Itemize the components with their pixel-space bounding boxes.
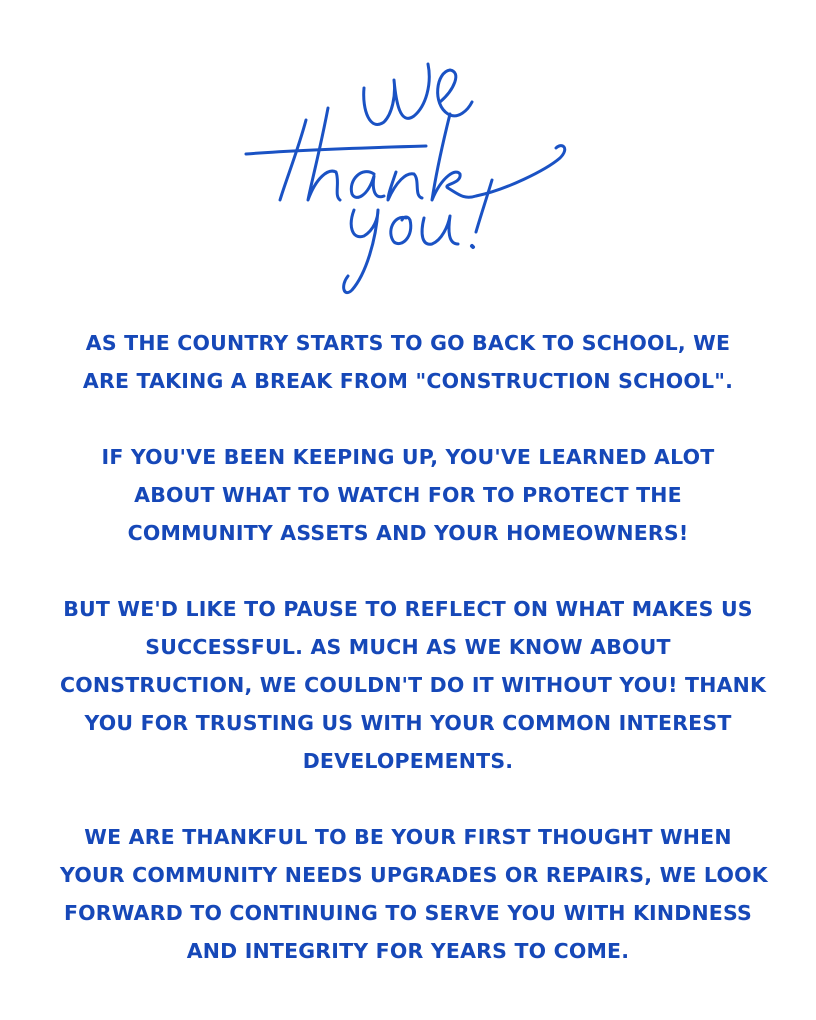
text-line: AS THE COUNTRY STARTS TO GO BACK TO SCHOOL, WE — [85, 331, 731, 355]
text-line: YOU FOR TRUSTING US WITH YOUR COMMON INTEREST — [84, 711, 732, 735]
paragraph-thankful — [60, 818, 768, 970]
text-line: AND INTEGRITY FOR YEARS TO COME. — [186, 939, 630, 963]
thank-crossbar — [246, 146, 426, 154]
paragraph-back-to-school — [60, 324, 756, 400]
text-line: WE ARE THANKFUL TO BE YOUR FIRST THOUGHT WHEN — [84, 825, 732, 849]
thank-letter-t — [280, 120, 306, 200]
exclamation-dot — [472, 246, 473, 247]
thank-letter-k-flourish — [432, 114, 565, 200]
we-thank-you-script-lettering — [236, 50, 582, 304]
thank-letter-n — [388, 172, 422, 200]
text-line: FORWARD TO CONTINUING TO SERVE YOU WITH KINDNESS — [63, 901, 753, 925]
we-letter-w — [364, 64, 430, 124]
text-line: BUT WE'D LIKE TO PAUSE TO REFLECT ON WHAT MAKES US — [63, 597, 753, 621]
text-line: CONSTRUCTION, WE COULDN'T DO IT WITHOUT YOU! THANK — [60, 673, 767, 697]
text-line: ARE TAKING A BREAK FROM "CONSTRUCTION SCHOOL". — [82, 369, 734, 393]
paragraph-reflect — [60, 590, 767, 780]
script-lettering-drawing — [236, 50, 582, 304]
we-letter-e — [438, 70, 472, 116]
text-line: SUCCESSFUL. AS MUCH AS WE KNOW ABOUT — [145, 635, 671, 659]
paragraph-keeping-up — [60, 438, 756, 552]
you-letter-o — [391, 217, 411, 244]
you-letter-y — [344, 210, 378, 293]
exclamation-stroke — [476, 180, 492, 232]
thank-letter-h — [308, 108, 340, 200]
message-body — [60, 324, 768, 970]
thank-letter-a — [351, 172, 384, 198]
text-line: YOUR COMMUNITY NEEDS UPGRADES OR REPAIRS, WE LOOK — [60, 863, 768, 887]
text-line: ABOUT WHAT TO WATCH FOR TO PROTECT THE — [134, 483, 682, 507]
you-letter-u — [422, 216, 458, 244]
text-line: DEVELOPEMENTS. — [302, 749, 514, 773]
text-line: IF YOU'VE BEEN KEEPING UP, YOU'VE LEARNED ALOT — [101, 445, 715, 469]
text-line: COMMUNITY ASSETS AND YOUR HOMEOWNERS! — [127, 521, 689, 545]
